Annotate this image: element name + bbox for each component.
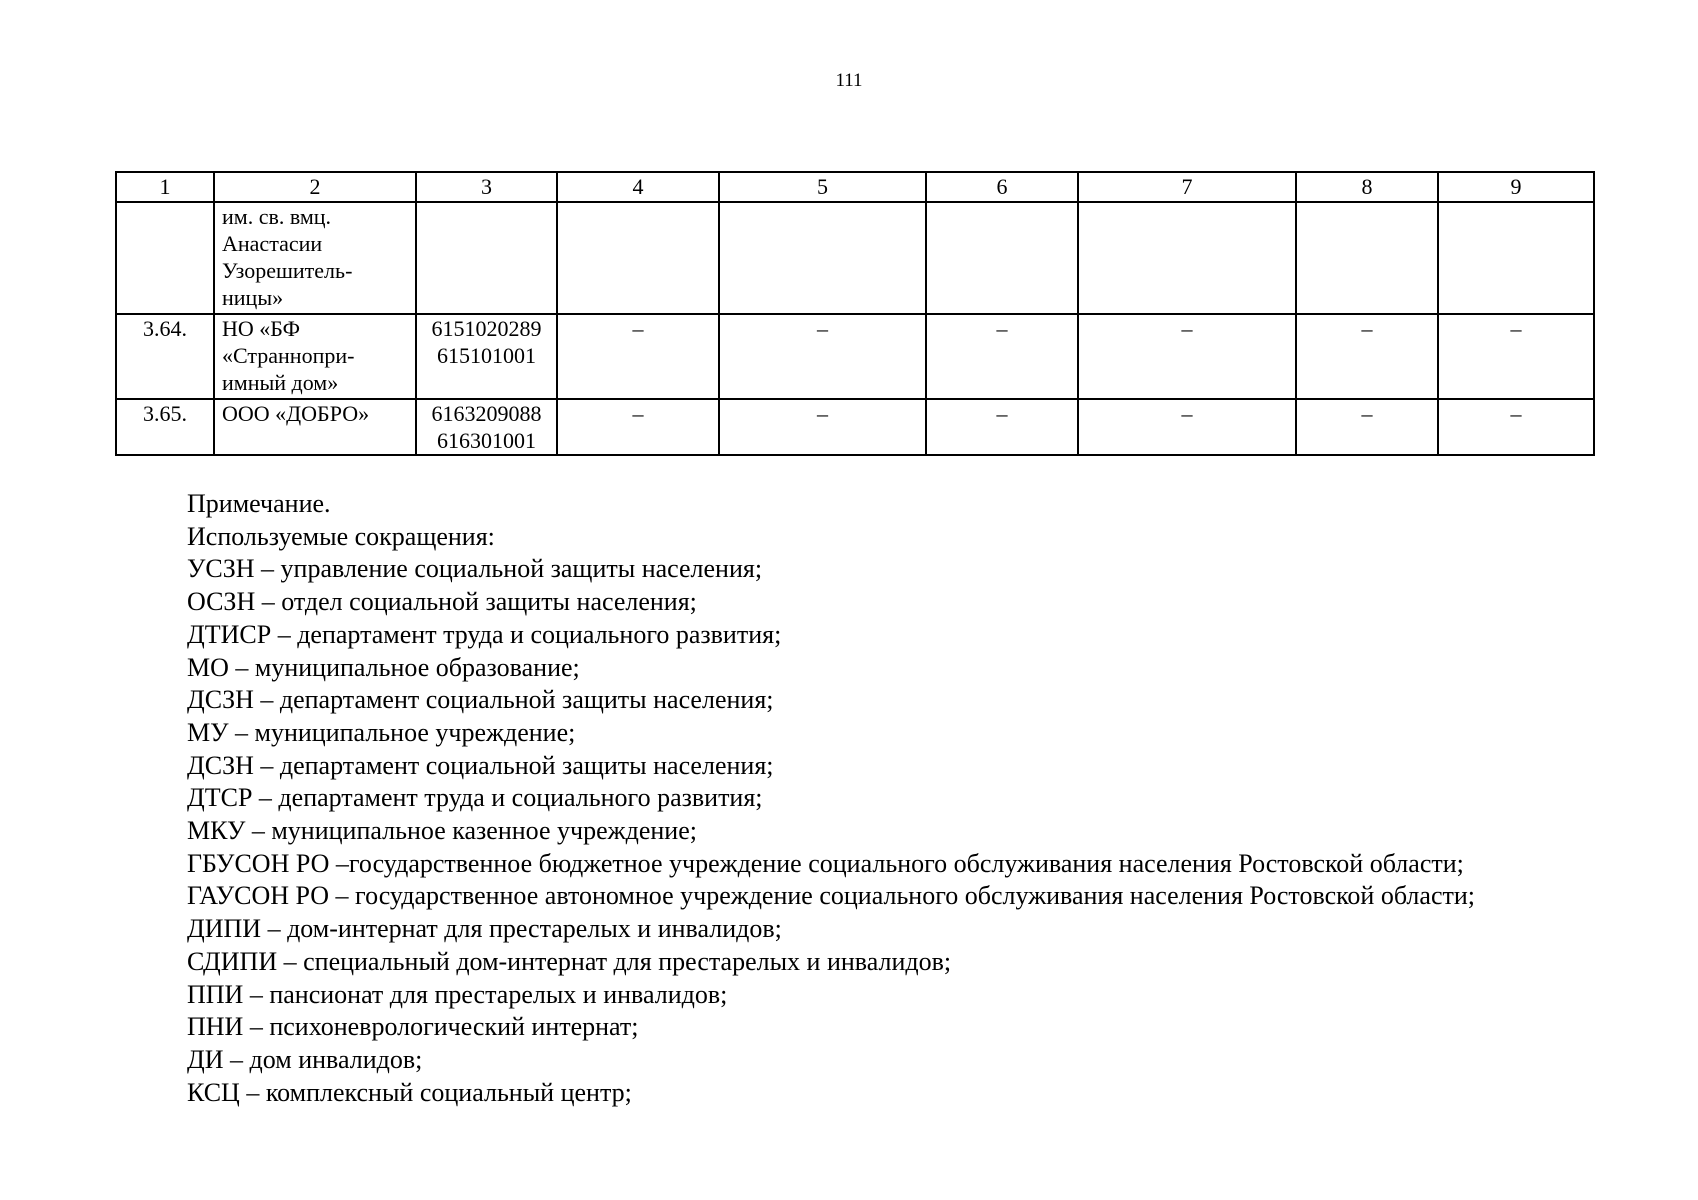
inn-value: 6163209088 bbox=[431, 401, 542, 426]
inn-kpp-cell bbox=[416, 202, 557, 314]
abbreviation-item: ДСЗН – департамент социальной защиты населения; bbox=[187, 750, 774, 780]
inn-kpp-cell bbox=[416, 399, 557, 455]
table-header-row bbox=[116, 172, 1594, 202]
data-cell bbox=[1078, 202, 1296, 314]
column-header: 3 bbox=[416, 172, 557, 202]
data-cell bbox=[557, 202, 719, 314]
data-cell: – bbox=[1078, 399, 1296, 455]
organization-name-cell bbox=[214, 399, 416, 455]
name-line: им. св. вмц. bbox=[222, 204, 332, 229]
abbreviation-item: ДТСР – департамент труда и социального развития; bbox=[187, 783, 763, 813]
column-header: 2 bbox=[214, 172, 416, 202]
page-number: 111 bbox=[835, 70, 863, 91]
data-cell bbox=[1296, 202, 1438, 314]
column-header: 8 bbox=[1296, 172, 1438, 202]
abbreviation-item: МКУ – муниципальное казенное учреждение; bbox=[187, 816, 697, 846]
column-header: 7 bbox=[1078, 172, 1296, 202]
column-header: 9 bbox=[1438, 172, 1594, 202]
data-cell: – bbox=[1078, 314, 1296, 399]
abbreviation-item: СДИПИ – специальный дом-интернат для престарелых и инвалидов; bbox=[187, 946, 952, 976]
abbreviation-item: ОСЗН – отдел социальной защиты населения; bbox=[187, 587, 697, 617]
name-line: имный дом» bbox=[222, 370, 339, 395]
name-line: ООО «ДОБРО» bbox=[222, 401, 370, 426]
data-cell: – bbox=[1296, 314, 1438, 399]
kpp-value: 615101001 bbox=[437, 343, 536, 368]
table-row bbox=[116, 314, 1594, 399]
data-cell bbox=[1438, 202, 1594, 314]
name-line: ницы» bbox=[222, 285, 284, 310]
abbreviation-item: ГАУСОН РО – государственное автономное учреждение социального обслуживания населения Ростовской области; bbox=[187, 881, 1475, 911]
row-number-cell: 3.65. bbox=[116, 399, 214, 455]
notes-subtitle: Используемые сокращения: bbox=[187, 521, 495, 551]
abbreviation-item: ДСЗН – департамент социальной защиты населения; bbox=[187, 685, 774, 715]
abbreviation-item: УСЗН – управление социальной защиты населения; bbox=[187, 554, 763, 584]
name-line: НО «БФ bbox=[222, 316, 300, 341]
name-line: Анастасии bbox=[222, 231, 323, 256]
row-number-cell bbox=[116, 202, 214, 314]
column-header: 4 bbox=[557, 172, 719, 202]
abbreviation-item: ДИПИ – дом-интернат для престарелых и инвалидов; bbox=[187, 914, 782, 944]
table-row bbox=[116, 202, 1594, 314]
row-number-cell: 3.64. bbox=[116, 314, 214, 399]
data-table bbox=[115, 171, 1595, 456]
abbreviation-item: ПНИ – психоневрологический интернат; bbox=[187, 1012, 639, 1042]
data-cell: – bbox=[557, 314, 719, 399]
abbreviation-item: МО – муниципальное образование; bbox=[187, 652, 580, 682]
data-cell: – bbox=[1296, 399, 1438, 455]
abbreviation-item: ГБУСОН РО –государственное бюджетное учреждение социального обслуживания населения Ростовской области; bbox=[187, 848, 1464, 878]
abbreviation-item: ДИ – дом инвалидов; bbox=[187, 1044, 423, 1074]
data-cell: – bbox=[719, 399, 926, 455]
kpp-value: 616301001 bbox=[437, 428, 536, 453]
data-cell bbox=[719, 202, 926, 314]
name-line: «Страннопри- bbox=[222, 343, 355, 368]
notes-section bbox=[115, 488, 1593, 1109]
data-cell: – bbox=[926, 399, 1078, 455]
data-cell: – bbox=[719, 314, 926, 399]
data-cell: – bbox=[926, 314, 1078, 399]
column-header: 6 bbox=[926, 172, 1078, 202]
column-header: 1 bbox=[116, 172, 214, 202]
data-cell: – bbox=[557, 399, 719, 455]
abbreviation-item: ППИ – пансионат для престарелых и инвалидов; bbox=[187, 979, 728, 1009]
data-cell: – bbox=[1438, 314, 1594, 399]
organization-name-cell bbox=[214, 202, 416, 314]
data-cell: – bbox=[1438, 399, 1594, 455]
inn-value: 6151020289 bbox=[431, 316, 542, 341]
abbreviation-item: ДТИСР – департамент труда и социального развития; bbox=[187, 619, 782, 649]
notes-title: Примечание. bbox=[187, 489, 331, 518]
abbreviation-item: МУ – муниципальное учреждение; bbox=[187, 717, 576, 747]
organization-name-cell bbox=[214, 314, 416, 399]
name-line: Узорешитель- bbox=[222, 258, 353, 283]
inn-kpp-cell bbox=[416, 314, 557, 399]
table-row bbox=[116, 399, 1594, 455]
abbreviation-item: КСЦ – комплексный социальный центр; bbox=[187, 1077, 632, 1107]
column-header: 5 bbox=[719, 172, 926, 202]
data-cell bbox=[926, 202, 1078, 314]
